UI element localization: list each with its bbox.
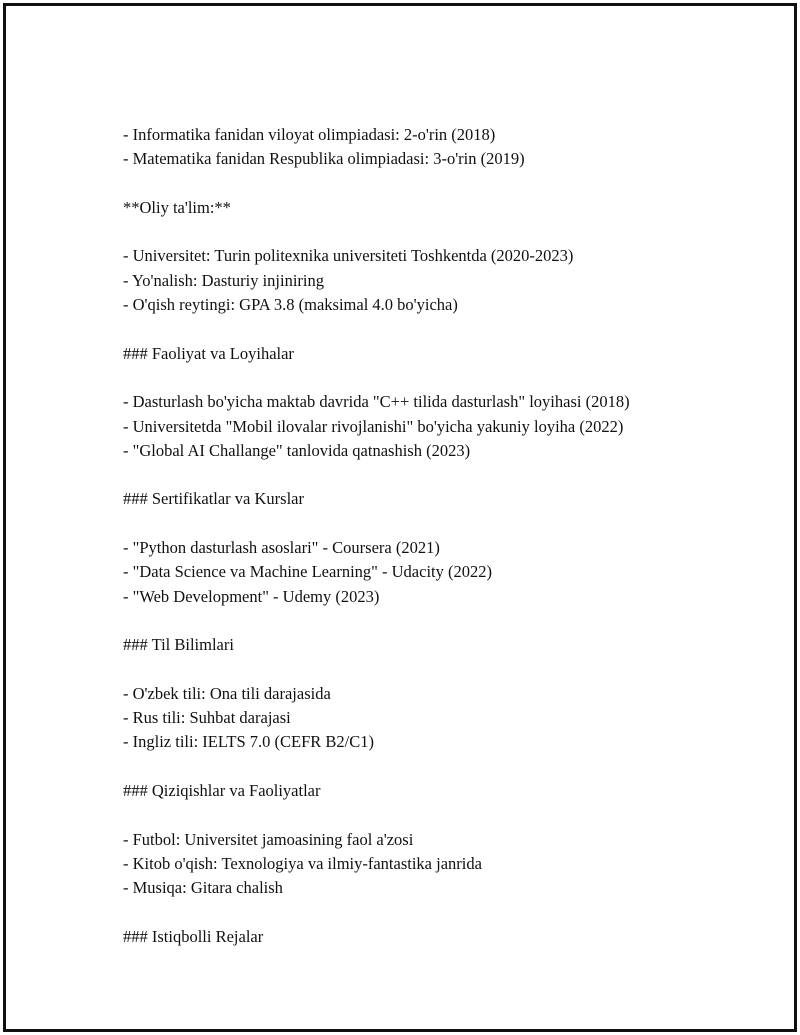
document-page (3, 3, 797, 1032)
hobby-item: - Musiqa: Gitara chalish (123, 878, 283, 898)
olympiad-item: - Matematika fanidan Respublika olimpiadasi: 3-o'rin (2019) (123, 149, 525, 169)
project-item: - Universitetda "Mobil ilovalar rivojlanishi" bo'yicha yakuniy loyiha (2022) (123, 416, 624, 436)
certificate-item: - "Web Development" - Udemy (2023) (123, 586, 380, 606)
language-item: - Rus tili: Suhbat darajasi (123, 708, 291, 728)
blank-line (123, 317, 763, 341)
higher-education-item: - Yo'nalish: Dasturiy injiniring (123, 270, 324, 290)
blank-line (123, 755, 763, 779)
hobby-item: - Futbol: Universitet jamoasining faol a'zosi (123, 829, 414, 849)
certificates-heading: ### Sertifikatlar va Kurslar (123, 489, 304, 509)
projects-heading: ### Faoliyat va Loyihalar (123, 343, 294, 363)
blank-line (123, 172, 763, 196)
higher-education-item: - Universitet: Turin politexnika universiteti Toshkentda (2020-2023) (123, 246, 574, 266)
blank-line (123, 366, 763, 390)
blank-line (123, 609, 763, 633)
project-item: - Dasturlash bo'yicha maktab davrida "C++ tilida dasturlash" loyihasi (2018) (123, 392, 630, 412)
project-item: - "Global AI Challange" tanlovida qatnashish (2023) (123, 440, 471, 460)
blank-line (123, 463, 763, 487)
blank-line (123, 512, 763, 536)
certificate-item: - "Python dasturlash asoslari" - Coursera (2021) (123, 538, 440, 558)
blank-line (123, 901, 763, 925)
languages-heading: ### Til Bilimlari (123, 635, 234, 655)
language-item: - Ingliz tili: IELTS 7.0 (CEFR B2/C1) (123, 732, 375, 752)
certificate-item: - "Data Science va Machine Learning" - Udacity (2022) (123, 562, 492, 582)
hobby-item: - Kitob o'qish: Texnologiya va ilmiy-fantastika janrida (123, 853, 482, 873)
olympiad-item: - Informatika fanidan viloyat olimpiadasi: 2-o'rin (2018) (123, 125, 496, 144)
blank-line (123, 220, 763, 244)
higher-education-item: - O'qish reytingi: GPA 3.8 (maksimal 4.0 bo'yicha) (123, 295, 458, 315)
document-body (123, 123, 763, 949)
higher-education-heading: **Oliy ta'lim:** (123, 197, 231, 217)
hobbies-heading: ### Qiziqishlar va Faoliyatlar (123, 781, 321, 801)
language-item: - O'zbek tili: Ona tili darajasida (123, 683, 331, 703)
blank-line (123, 803, 763, 827)
plans-heading: ### Istiqbolli Rejalar (123, 926, 264, 946)
blank-line (123, 658, 763, 682)
